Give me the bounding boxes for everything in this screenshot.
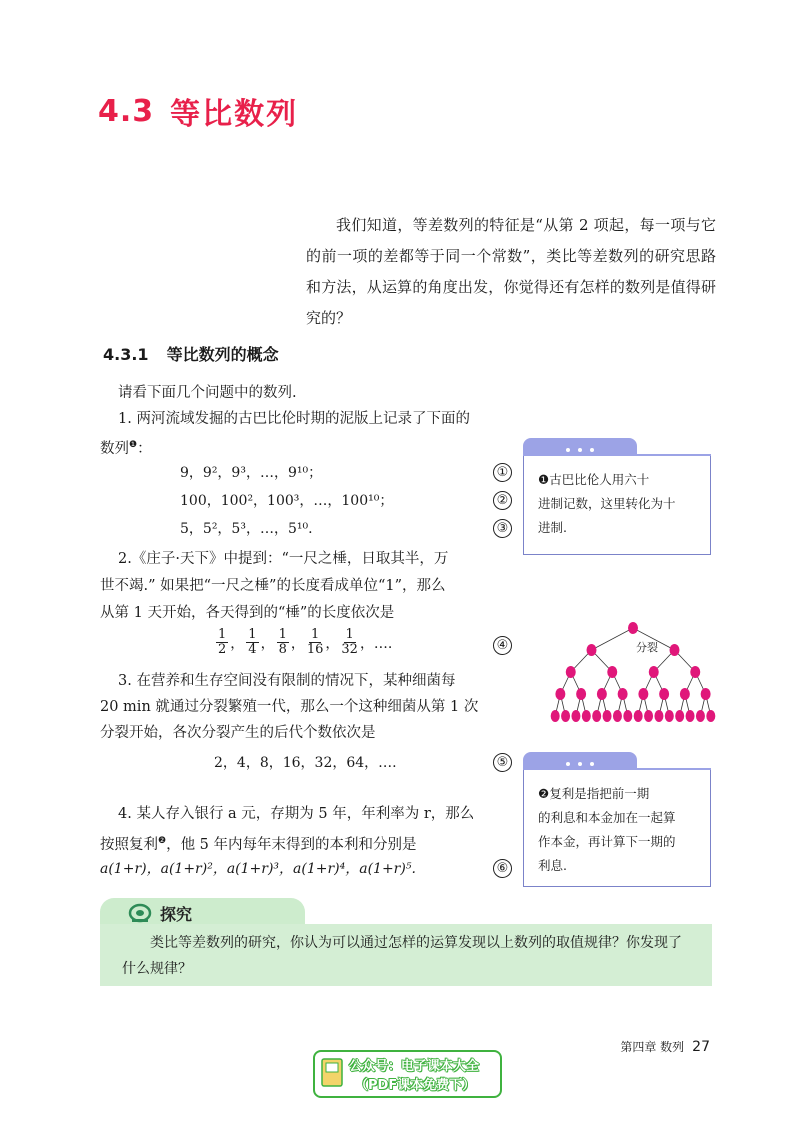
bacterium-node: [706, 710, 715, 722]
footnote-ref-2[interactable]: ❷: [158, 836, 167, 846]
equation-mark-3: ③: [493, 519, 512, 538]
problem-4-line1: 4. 某人存入银行 a 元，存期为 5 年，年利率为 r，那么: [118, 806, 475, 822]
bacterium-node: [613, 710, 622, 722]
bacterium-node: [680, 688, 690, 700]
problem-1-line1: 1. 两河流域发掘的古巴比伦时期的泥版上记录了下面的: [118, 411, 470, 427]
bacterium-node: [607, 666, 617, 678]
bacterium-node: [659, 688, 669, 700]
problem-1-line2: 数列$^❶$：: [100, 440, 152, 457]
bacterium-node: [561, 710, 570, 722]
bacterium-node: [701, 688, 711, 700]
bacterium-node: [649, 666, 659, 678]
heading-number: 4.3: [98, 93, 155, 129]
sequence-3: 5，5²，5³，…，5¹⁰.: [180, 521, 313, 537]
bacteria-division-tree: [548, 620, 718, 735]
bacterium-node: [686, 710, 695, 722]
note-1-tab: [523, 438, 637, 456]
bacterium-node: [644, 710, 653, 722]
problem-2-line2: 世不竭.” 如果把“一尺之棰”的长度看成单位“1”，那么: [100, 578, 446, 594]
equation-mark-5: ⑤: [493, 753, 512, 772]
explore-box: [100, 924, 712, 986]
problem-3-line1: 3. 在营养和生存空间没有限制的情况下，某种细菌每: [118, 673, 456, 689]
problem-3-line3: 分裂开始，各次分裂产生的后代个数依次是: [100, 725, 376, 741]
bacterium-node: [597, 688, 607, 700]
section-heading: [98, 86, 298, 136]
bacterium-node: [592, 710, 601, 722]
tree-branch: [592, 628, 634, 650]
problem-2-line1: 2.《庄子·天下》中提到：“一尺之棰，日取其半，万: [118, 551, 449, 567]
margin-note-2: ❷复利是指把前一期 的利息和本金加在一起算 作本金，再计算下一期的 利息.: [523, 768, 711, 887]
watermark-line2: （PDF课本免费下）: [355, 1078, 476, 1093]
bacterium-node: [670, 644, 680, 656]
equation-mark-6: ⑥: [493, 859, 512, 878]
problem-3-line2: 20 min 就通过分裂繁殖一代，那么一个这种细菌从第 1 次: [100, 699, 479, 715]
book-icon: [321, 1058, 343, 1088]
bacterium-node: [576, 688, 586, 700]
heading-title: 等比数列: [170, 97, 299, 132]
explore-title: 探究: [160, 904, 193, 924]
bacterium-node: [696, 710, 705, 722]
page-number: 27: [692, 1039, 710, 1055]
bacterium-node: [603, 710, 612, 722]
chapter-label: 第四章 数列: [620, 1040, 685, 1054]
watermark-line1: 公众号：电子课本大全: [349, 1059, 480, 1074]
page-footer: [620, 1038, 710, 1055]
fraction: $\frac{1}{8}$: [278, 627, 287, 657]
bacterium-node: [582, 710, 591, 722]
problem-2-line3: 从第 1 天开始，各天得到的“棰”的长度依次是: [100, 605, 395, 621]
bacterium-node: [634, 710, 643, 722]
bacterium-node: [638, 688, 648, 700]
bacterium-node: [551, 710, 560, 722]
bacterium-node: [628, 622, 638, 634]
bacterium-node: [623, 710, 632, 722]
bacterium-node: [675, 710, 684, 722]
tree-label: 分裂: [636, 641, 658, 654]
sequence-2: 100，100²，100³，…，100¹⁰；: [180, 493, 394, 509]
problem-4-line2: 按照复利$^❷$，他 5 年内每年末得到的本利和分别是: [100, 836, 417, 853]
equation-mark-4: ④: [493, 636, 512, 655]
subsection-title: 等比数列的概念: [166, 345, 279, 364]
lead-text: 请看下面几个问题中的数列.: [118, 385, 297, 401]
fraction: $\frac{1}{2}$: [218, 627, 227, 657]
watermark-badge: [313, 1050, 502, 1098]
note-2-tab: [523, 752, 637, 770]
equation-mark-1: ①: [493, 463, 512, 482]
sequence-4: $\frac{1}{2}$ ， $\frac{1}{4}$ ， $\frac{1}{8}$ ， $\frac{1}{16}$ ， $\frac{1}{32}$ ，….: [218, 627, 393, 657]
bacterium-node: [566, 666, 576, 678]
bacterium-node: [555, 688, 565, 700]
margin-note-1: ❶古巴比伦人用六十 进制记数，这里转化为十 进制.: [523, 454, 711, 555]
sequence-1: 9，9²，9³，…，9¹⁰；: [180, 465, 323, 481]
fraction: $\frac{1}{4}$: [248, 627, 257, 657]
explore-text: 类比等差数列的研究，你认为可以通过怎样的运算发现以上数列的取值规律？你发现了什么规律？: [122, 935, 682, 977]
bacterium-node: [690, 666, 700, 678]
explore-icon: [128, 903, 152, 923]
bacterium-node: [665, 710, 674, 722]
intro-paragraph: 我们知道，等差数列的特征是“从第 2 项起，每一项与它的前一项的差都等于同一个常数”，类比等差数列的研究思路和方法，从运算的角度出发，你觉得还有怎样的数列是值得研究的？: [306, 216, 716, 327]
equation-mark-2: ②: [493, 491, 512, 510]
bacterium-node: [618, 688, 628, 700]
sequence-5: 2，4，8，16，32，64，….: [214, 755, 397, 771]
sequence-6: a(1+r)，a(1+r)²，a(1+r)³，a(1+r)⁴，a(1+r)⁵.: [100, 861, 416, 877]
subsection-heading: [103, 342, 279, 365]
fraction: $\frac{1}{32}$: [341, 627, 358, 657]
bacterium-node: [571, 710, 580, 722]
bacterium-node: [587, 644, 597, 656]
fraction: $\frac{1}{16}$: [306, 627, 324, 657]
subsection-number: 4.3.1: [103, 345, 149, 364]
bacterium-node: [654, 710, 663, 722]
footnote-ref-1[interactable]: ❶: [129, 440, 138, 450]
